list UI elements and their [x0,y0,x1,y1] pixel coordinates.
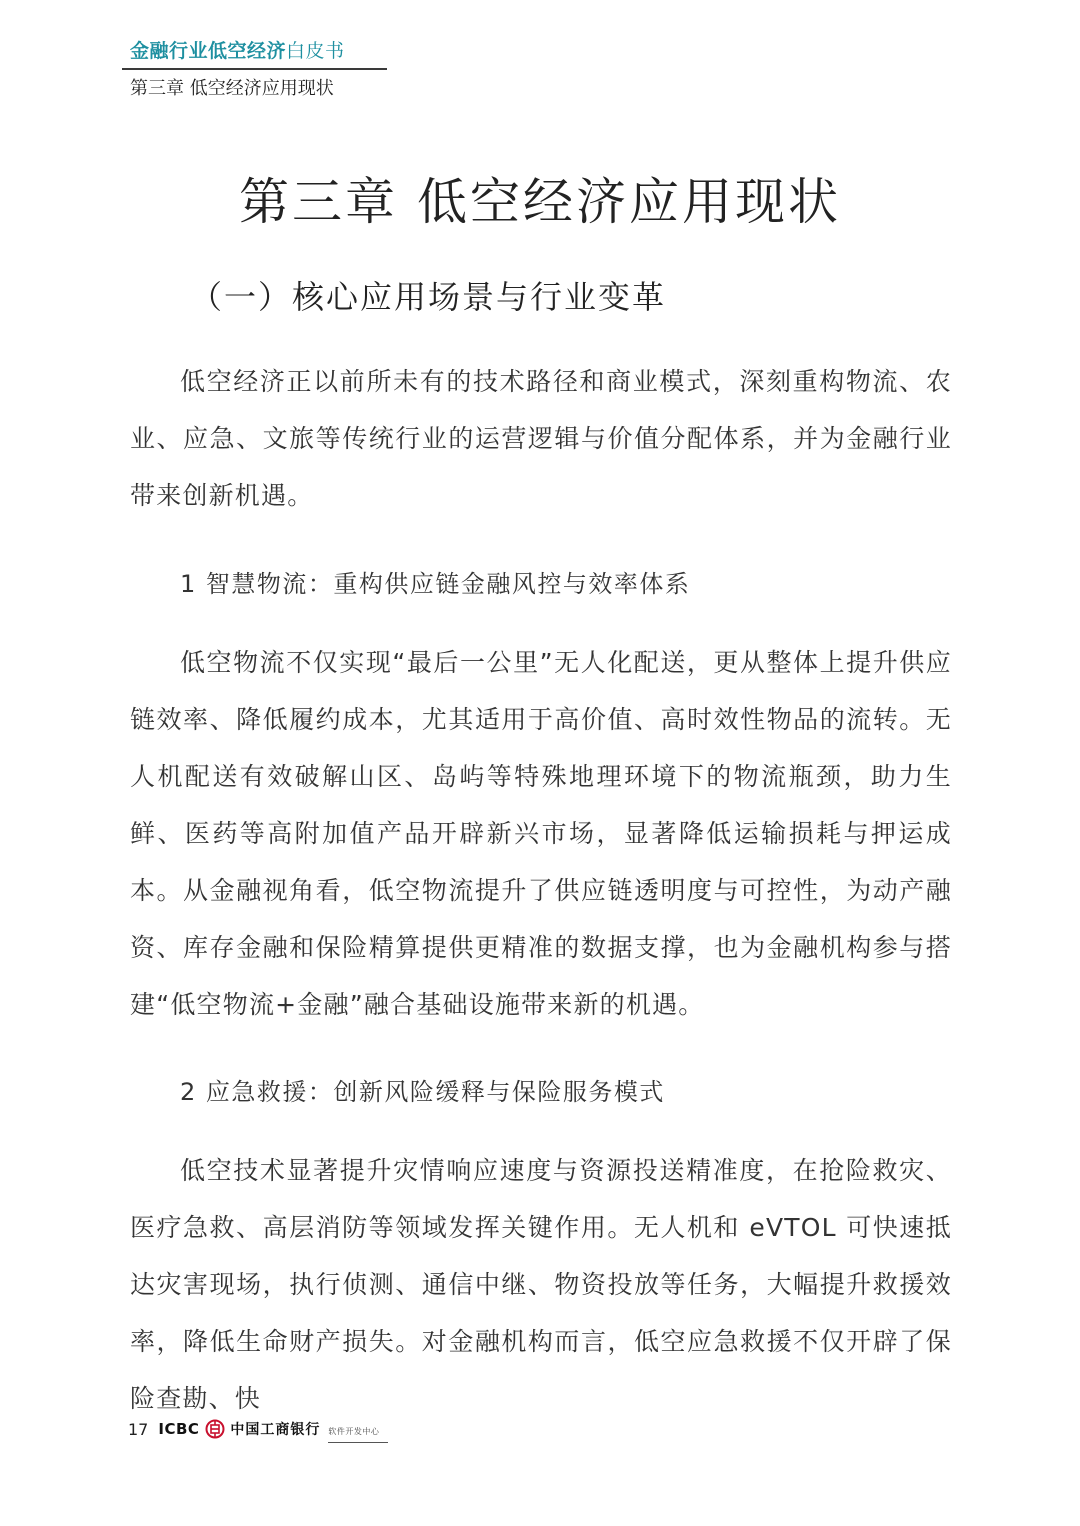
header-title [130,36,345,63]
subheading-emergency-rescue: 2 应急救援：创新风险缓释与保险服务模式 [180,1078,665,1106]
section-title: （一）核心应用场景与行业变革 [190,278,667,316]
subheading-smart-logistics: 1 智慧物流：重构供应链金融风控与效率体系 [180,570,691,598]
icbc-logo-icon [205,1419,225,1439]
page-number: 17 [128,1419,149,1439]
department-underline [328,1442,388,1443]
intro-paragraph: 低空经济正以前所未有的技术路径和商业模式，深刻重构物流、农业、应急、文旅等传统行业的运营逻辑与价值分配体系，并为金融行业带来创新机遇。 [130,367,952,510]
page-footer [128,1416,379,1442]
department [328,1419,379,1440]
bank-name: 中国工商银行 [230,1422,321,1438]
header-divider [122,68,387,70]
logistics-paragraph: 低空物流不仅实现“最后一公里”无人化配送，更从整体上提升供应链效率、降低履约成本，尤其适用于高价值、高时效性物品的流转。无人机配送有效破解山区、岛屿等特殊地理环境下的物流瓶颈，助力生鲜、医药等高附加值产品开辟新兴市场，显著降低运输损耗与押运成本。从金融视角看，低空物流提升了供应链透明度与可控性，为动产融资、库存金融和保险精算提供更精准的数据支撑，也为金融机构参与搭建“低空物流+金融”融合基础设施带来新的机遇。 [130,648,952,1019]
department-name: 软件开发中心 [328,1426,380,1436]
icbc-wordmark: ICBC [158,1420,200,1438]
header-subtitle: 第三章 低空经济应用现状 [130,78,334,99]
header-title-main: 金融行业低空经济 [130,40,287,62]
chapter-title: 第三章 低空经济应用现状 [239,173,841,231]
header-title-accent: 白皮书 [286,40,345,62]
rescue-paragraph: 低空技术显著提升灾情响应速度与资源投送精准度，在抢险救灾、医疗急救、高层消防等领域发挥关键作用。无人机和 eVTOL 可快速抵达灾害现场，执行侦测、通信中继、物资投放等任务，大幅提升救援效率，降低生命财产损失。对金融机构而言，低空应急救援不仅开辟了保险查勘、快 [130,1156,952,1413]
